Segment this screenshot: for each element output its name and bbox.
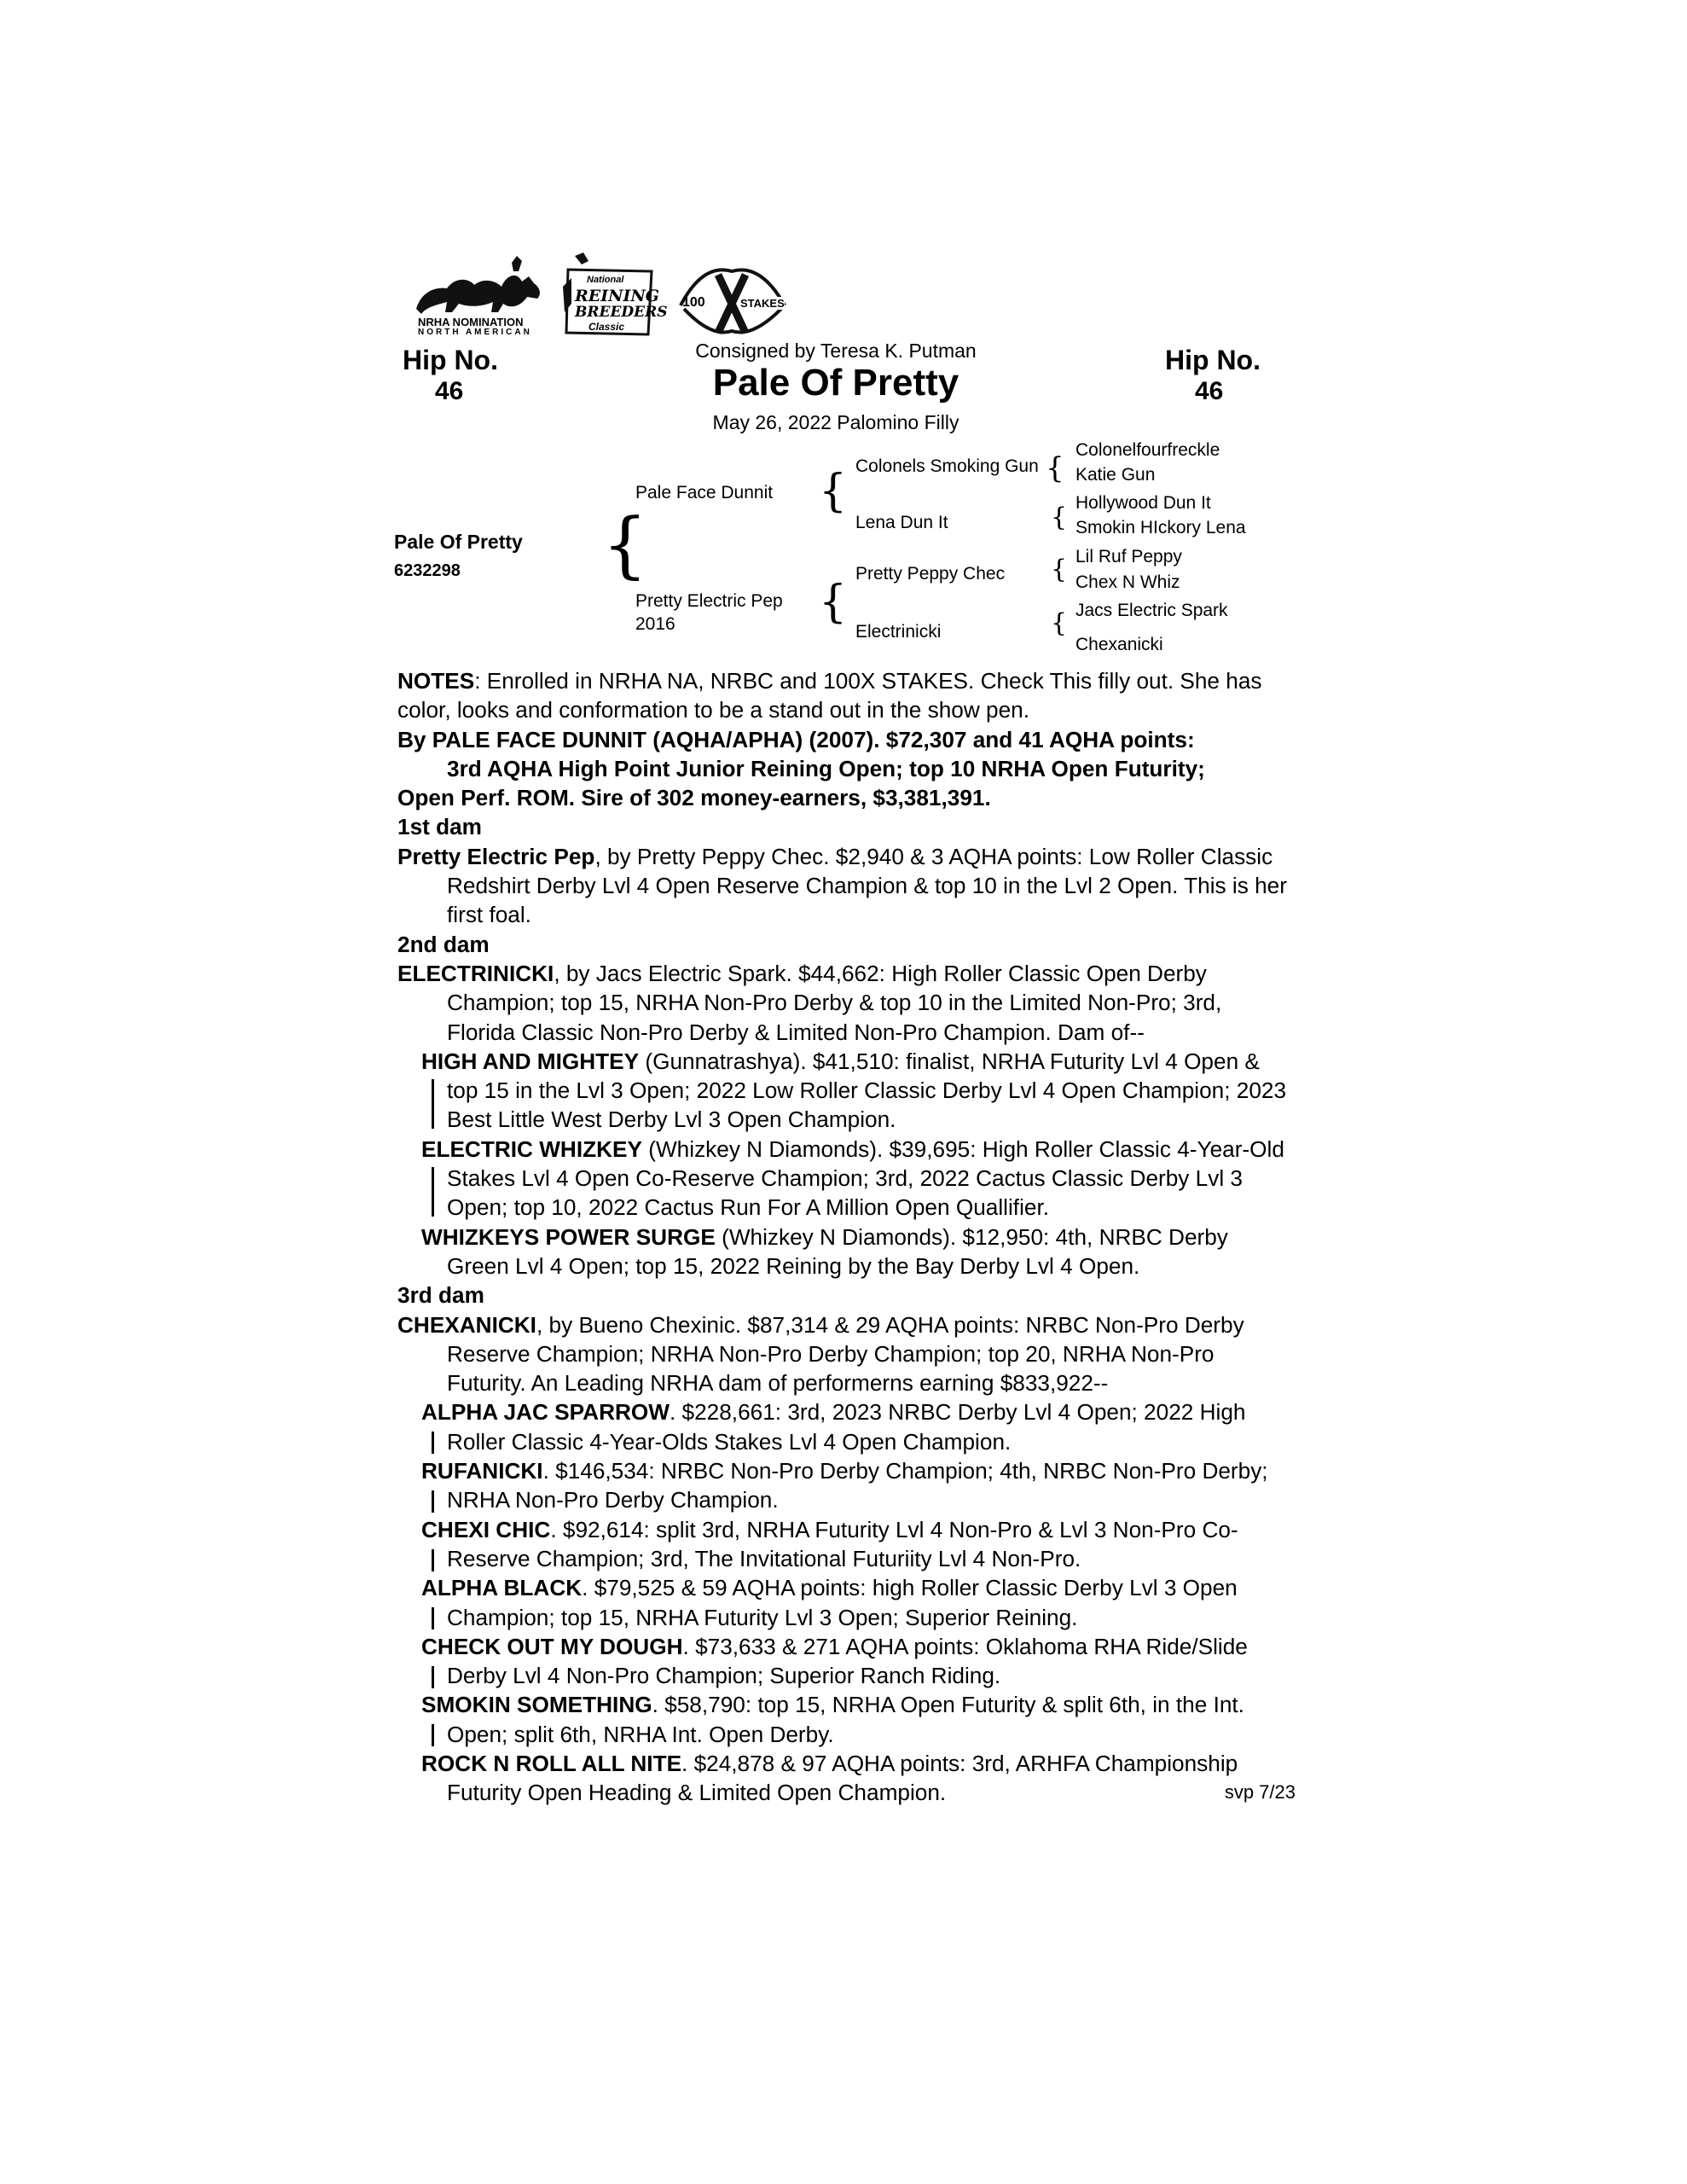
brace-gg-2: { xyxy=(1051,502,1068,532)
pedigree-gg7: Jacs Electric Spark xyxy=(1075,601,1228,620)
notes-paragraph xyxy=(397,666,1296,725)
first-dam-name: Pretty Electric Pep xyxy=(397,843,595,869)
nrbc-logo xyxy=(563,253,668,343)
nrbc-logo-line4: Classic xyxy=(588,321,625,333)
produce-bar xyxy=(432,1167,434,1217)
brace-gg-4: { xyxy=(1051,608,1068,638)
produce-entry xyxy=(397,1749,1296,1808)
hip-number-left: 46 xyxy=(435,377,464,405)
foal-info: May 26, 2022 Palomino Filly xyxy=(712,411,959,433)
100x-stakes-logo xyxy=(677,266,788,340)
produce-entry xyxy=(397,1515,1296,1574)
pedigree-sire-dam: Lena Dun It xyxy=(855,513,948,532)
produce-name: ALPHA JAC SPARROW xyxy=(421,1399,670,1426)
produce-name: CHEXI CHIC xyxy=(421,1516,551,1542)
produce-name: HIGH AND MIGHTEY xyxy=(421,1048,640,1074)
registration-number: 6232298 xyxy=(394,561,461,580)
third-dam-heading: 3rd dam xyxy=(397,1282,484,1309)
consigned-by: Consigned by Teresa K. Putman xyxy=(695,340,977,362)
produce-entry xyxy=(397,1223,1296,1281)
produce-name: WHIZKEYS POWER SURGE xyxy=(421,1223,716,1250)
produce-bar xyxy=(432,1490,434,1513)
produce-text: . $228,661: 3rd, 2023 NRBC Derby Lvl 4 Open; 2022 High Roller Classic 4-Year-Olds Stakes Lvl 4 Open Champion. xyxy=(447,1399,1246,1455)
produce-entry xyxy=(397,1135,1296,1223)
produce-entry xyxy=(397,1690,1296,1749)
first-dam-heading: 1st dam xyxy=(397,814,482,840)
pedigree-gg4: Smokin HIckory Lena xyxy=(1075,518,1246,537)
produce-name: SMOKIN SOMETHING xyxy=(421,1692,652,1718)
pedigree-dam-sire: Pretty Peppy Chec xyxy=(855,564,1006,584)
pedigree-gg5: Lil Ruf Peppy xyxy=(1075,547,1182,566)
nrha-logo-line1: NRHA NOMINATION xyxy=(418,316,524,328)
sire-info-line3: Open Perf. ROM. Sire of 302 money-earners, $3,381,391. xyxy=(397,785,991,811)
produce-name: ELECTRIC WHIZKEY xyxy=(421,1136,642,1162)
footer-code: svp 7/23 xyxy=(1224,1781,1296,1804)
hip-number-right: 46 xyxy=(1195,377,1224,405)
produce-text: . $92,614: split 3rd, NRHA Futurity Lvl 4 Non-Pro & Lvl 3 Non-Pro Co-Reserve Champion; 3rd, The Invitational Futuriity Lvl 4 Non-Pro. xyxy=(447,1516,1238,1571)
hip-label-left: Hip No. xyxy=(403,345,498,375)
produce-name: ALPHA BLACK xyxy=(421,1575,583,1601)
produce-bar xyxy=(432,1724,434,1746)
pedigree-gg3: Hollywood Dun It xyxy=(1075,493,1211,513)
brace-sire: { xyxy=(819,466,848,517)
produce-name: CHECK OUT MY DOUGH xyxy=(421,1633,683,1659)
pedigree-gg8: Chexanicki xyxy=(1075,635,1163,654)
produce-entry xyxy=(397,1632,1296,1691)
notes-text: : Enrolled in NRHA NA, NRBC and 100X STAKES. Check This filly out. She has color, looks and conformation to be a stand out in the show pen. xyxy=(397,668,1262,723)
produce-text: (Whizkey N Diamonds). $12,950: 4th, NRBC Derby Green Lvl 4 Open; top 15, 2022 Reining by the Bay Derby Lvl 4 Open. xyxy=(447,1223,1228,1279)
100x-logo-left: 100 xyxy=(682,295,705,310)
pedigree-gg1: Colonelfourfreckle xyxy=(1075,440,1220,460)
produce-bar xyxy=(432,1549,434,1571)
produce-entry xyxy=(397,1573,1296,1632)
horse-name-title: Pale Of Pretty xyxy=(712,362,959,404)
produce-name: ROCK N ROLL ALL NITE xyxy=(421,1750,682,1776)
produce-text: (Whizkey N Diamonds). $39,695: High Roller Classic 4-Year-Old Stakes Lvl 4 Open Co-Reserve Champion; 3rd, 2022 Cactus Classic Derby Lvl 3 Open; top 10, 2022 Cactus Run For A Million Open Quallifier. xyxy=(447,1136,1284,1221)
pedigree-gg2: Katie Gun xyxy=(1075,465,1156,485)
produce-entry xyxy=(397,1456,1296,1515)
produce-text: . $73,633 & 271 AQHA points: Oklahoma RHA Ride/Slide Derby Lvl 4 Non-Pro Champion; Superior Ranch Riding. xyxy=(447,1633,1248,1689)
catalog-page-body xyxy=(397,666,1296,1808)
first-dam-paragraph xyxy=(397,842,1296,930)
produce-bar xyxy=(432,1079,434,1129)
first-dam-text: , by Pretty Peppy Chec. $2,940 & 3 AQHA points: Low Roller Classic Redshirt Derby Lvl 4 Open Reserve Champion & top 10 in the Lvl 2 Open. This is her first foal. xyxy=(447,843,1287,928)
sire-info-line1: By PALE FACE DUNNIT (AQHA/APHA) (2007). $72,307 and 41 AQHA points: xyxy=(397,726,1195,752)
notes-label: NOTES xyxy=(397,668,475,694)
second-dam-paragraph xyxy=(397,959,1296,1047)
sire-info-line2: 3rd AQHA High Point Junior Reining Open; top 10 NRHA Open Futurity; xyxy=(447,755,1205,781)
nrha-logo-line2: NORTH AMERICAN xyxy=(418,328,532,337)
pedigree-dam-dam: Electrinicki xyxy=(855,622,942,642)
produce-text: . $146,534: NRBC Non-Pro Derby Champion; 4th, NRBC Non-Pro Derby; NRHA Non-Pro Derby Champion. xyxy=(447,1458,1268,1513)
produce-text: . $58,790: top 15, NRHA Open Futurity & split 6th, in the Int. Open; split 6th, NRHA Int. Open Derby. xyxy=(447,1692,1244,1747)
produce-name: RUFANICKI xyxy=(421,1458,543,1484)
pedigree-gg6: Chex N Whiz xyxy=(1075,572,1180,592)
produce-text: (Gunnatrashya). $41,510: finalist, NRHA Futurity Lvl 4 Open & top 15 in the Lvl 3 Open; 2022 Low Roller Classic Derby Lvl 4 Open Champion; 2023 Best Little West Derby Lvl 3 Open Champion. xyxy=(447,1048,1287,1133)
second-dam-name: ELECTRINICKI xyxy=(397,960,554,986)
third-dam-text: , by Bueno Chexinic. $87,314 & 29 AQHA points: NRBC Non-Pro Derby Reserve Champion; NRHA Non-Pro Derby Champion; top 20, NRHA Non-Pro Futurity. An Leading NRHA dam of performerns earning $833,922-- xyxy=(447,1311,1244,1397)
produce-bar xyxy=(432,1666,434,1688)
logo-strip xyxy=(409,253,802,346)
produce-bar xyxy=(432,1607,434,1629)
pedigree-subject: Pale Of Pretty xyxy=(394,531,523,553)
brace-gg-1: { xyxy=(1046,451,1064,485)
100x-logo-right: STAKES xyxy=(740,297,785,310)
third-dam-paragraph xyxy=(397,1310,1296,1398)
pedigree-sire-sire: Colonels Smoking Gun xyxy=(855,456,1039,476)
produce-entry xyxy=(397,1047,1296,1135)
second-dam-heading: 2nd dam xyxy=(397,931,490,957)
produce-bar xyxy=(432,1432,434,1454)
second-dam-text: , by Jacs Electric Spark. $44,662: High Roller Classic Open Derby Champion; top 15, NRHA Non-Pro Derby & top 10 in the Limited Non-Pro; 3rd, Florida Classic Non-Pro Derby & Limited Non-Pro Champion. Dam of-- xyxy=(447,960,1222,1045)
produce-text: . $24,878 & 97 AQHA points: 3rd, ARHFA Championship Futurity Open Heading & Limited Open Champion. xyxy=(447,1750,1238,1806)
nrbc-logo-line3: BREEDERS xyxy=(575,304,668,321)
pedigree-sire: Pale Face Dunnit xyxy=(635,483,774,502)
nrbc-logo-line1: National xyxy=(587,275,624,285)
hip-label-right: Hip No. xyxy=(1165,345,1261,375)
brace-gg-3: { xyxy=(1051,555,1068,584)
nrbc-logo-line2: REINING xyxy=(575,287,660,305)
produce-entry xyxy=(397,1397,1296,1456)
pedigree-dam: Pretty Electric Pep xyxy=(635,591,783,611)
brace-subject: { xyxy=(602,502,648,586)
brace-dam: { xyxy=(819,577,848,628)
pedigree-dam-year: 2016 xyxy=(635,614,675,634)
produce-text: . $79,525 & 59 AQHA points: high Roller Classic Derby Lvl 3 Open Champion; top 15, NRHA Futurity Lvl 3 Open; Superior Reining. xyxy=(447,1575,1238,1630)
third-dam-name: CHEXANICKI xyxy=(397,1311,536,1338)
